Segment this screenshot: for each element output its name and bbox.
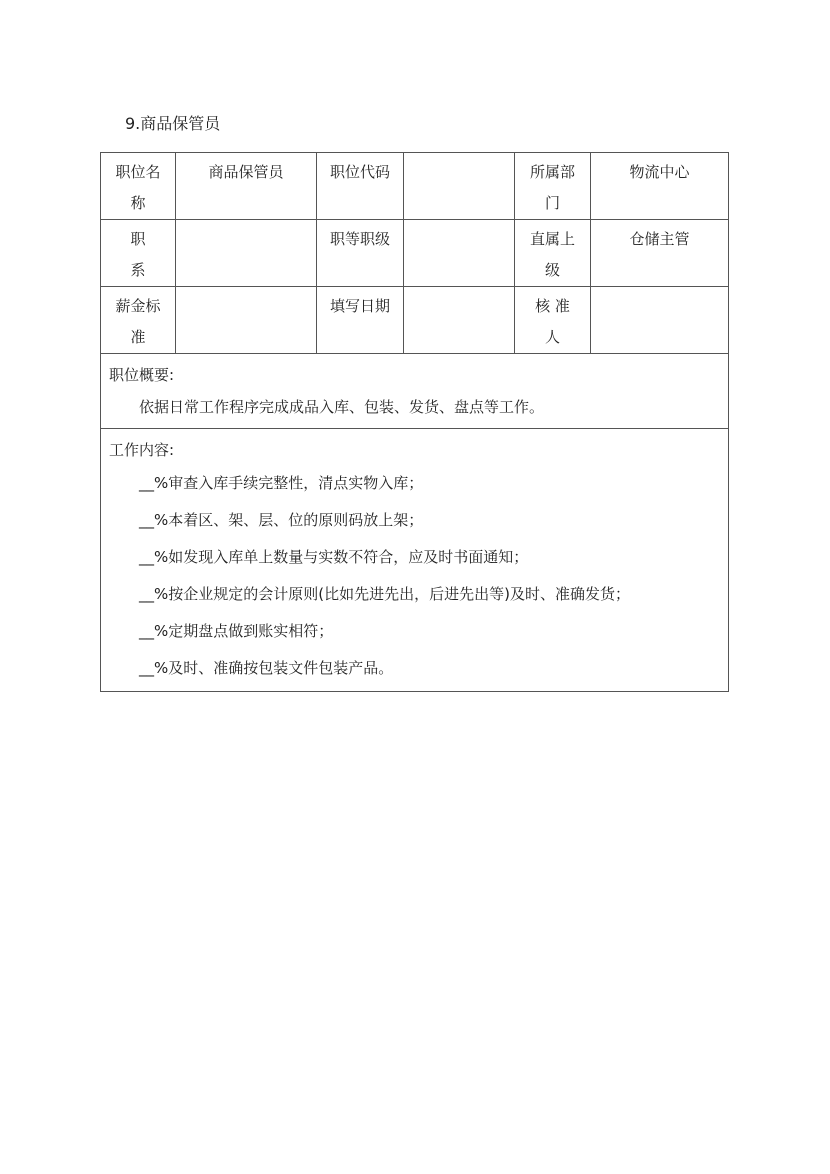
duty-item: __%审查入库手续完整性，清点实物入库； bbox=[139, 474, 424, 492]
table-cell bbox=[101, 220, 176, 287]
label-fill-date: 填写日期 bbox=[329, 297, 390, 315]
value-fill-date bbox=[404, 287, 514, 291]
table-row bbox=[101, 354, 729, 429]
label-position-code: 职位代码 bbox=[329, 163, 390, 181]
summary-title: 职位概要: bbox=[109, 366, 175, 384]
value-grade-level bbox=[404, 220, 514, 224]
value-salary-standard bbox=[176, 287, 316, 291]
label-grade-level: 职等职级 bbox=[329, 230, 390, 248]
label-job-family: 职 系 bbox=[130, 230, 146, 279]
table-cell bbox=[317, 220, 404, 287]
duty-item: __%定期盘点做到账实相符； bbox=[139, 622, 334, 640]
table-row bbox=[101, 220, 729, 287]
table-cell bbox=[591, 287, 729, 354]
table-cell bbox=[515, 287, 591, 354]
summary-text: 依据日常工作程序完成成品入库、包装、发货、盘点等工作。 bbox=[139, 398, 545, 416]
value-job-family bbox=[176, 220, 316, 224]
section-heading: 9.商品保管员 bbox=[125, 114, 221, 133]
table-cell bbox=[404, 220, 515, 287]
table-cell bbox=[176, 220, 317, 287]
label-approver: 核 准 人 bbox=[535, 297, 570, 346]
job-description-table bbox=[100, 152, 729, 692]
table-cell bbox=[101, 153, 176, 220]
duty-item: __%本着区、架、层、位的原则码放上架； bbox=[139, 511, 424, 529]
duty-item: __%如发现入库单上数量与实数不符合，应及时书面通知； bbox=[139, 548, 529, 566]
value-approver bbox=[591, 287, 728, 291]
table-cell bbox=[404, 287, 515, 354]
label-position-name: 职位名 称 bbox=[115, 163, 161, 212]
label-department: 所属部 门 bbox=[529, 163, 575, 212]
table-cell bbox=[515, 153, 591, 220]
table-cell bbox=[515, 220, 591, 287]
table-cell bbox=[317, 287, 404, 354]
duty-item: __%及时、准确按包装文件包装产品。 bbox=[139, 659, 394, 677]
value-department: 物流中心 bbox=[629, 163, 690, 181]
value-position-code bbox=[404, 153, 514, 157]
label-supervisor: 直属上 级 bbox=[529, 230, 575, 279]
table-row bbox=[101, 429, 729, 692]
table-row bbox=[101, 153, 729, 220]
table-cell bbox=[101, 287, 176, 354]
table-cell bbox=[176, 153, 317, 220]
value-supervisor: 仓储主管 bbox=[629, 230, 690, 248]
table-cell bbox=[404, 153, 515, 220]
duty-item: __%按企业规定的会计原则(比如先进先出，后进先出等)及时、准确发货； bbox=[139, 585, 630, 603]
duties-cell bbox=[101, 429, 729, 692]
value-position-name: 商品保管员 bbox=[208, 163, 284, 181]
label-salary-standard: 薪金标 准 bbox=[115, 297, 161, 346]
table-cell bbox=[591, 153, 729, 220]
table-cell bbox=[317, 153, 404, 220]
table-cell bbox=[176, 287, 317, 354]
duties-title: 工作内容: bbox=[109, 441, 175, 459]
table-cell bbox=[591, 220, 729, 287]
summary-cell bbox=[101, 354, 729, 429]
table-row bbox=[101, 287, 729, 354]
